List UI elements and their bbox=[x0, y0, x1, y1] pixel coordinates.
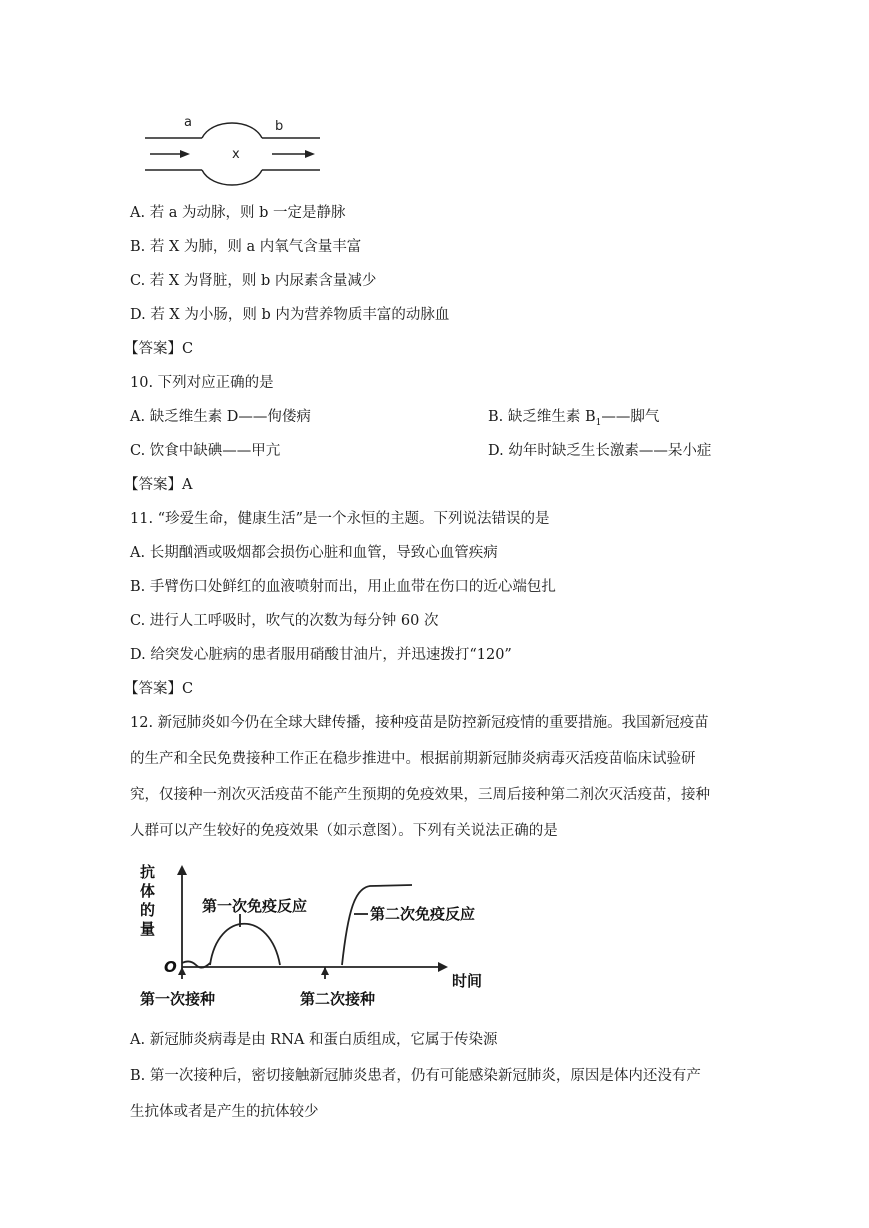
q9-option-a: A. 若 a 为动脉，则 b 一定是静脉 bbox=[130, 205, 346, 221]
q12-stem-line-4: 人群可以产生较好的免疫效果（如示意图）。下列有关说法正确的是 bbox=[130, 823, 558, 839]
q11-option-a: A. 长期酗酒或吸烟都会损伤心脏和血管，导致心血管疾病 bbox=[130, 545, 498, 561]
second-response-curve bbox=[342, 885, 412, 965]
q10-option-c: C. 饮食中缺碘——甲亢 bbox=[130, 443, 281, 459]
q11-stem: 11. “珍爱生命，健康生活”是一个永恒的主题。下列说法错误的是 bbox=[130, 511, 550, 527]
y-label-3: 的 bbox=[140, 901, 156, 919]
q12-stem-line-2: 的生产和全民免费接种工作正在稳步推进中。根据前期新冠肺炎病毒灭活疫苗临床试验研 bbox=[130, 751, 696, 767]
q10-option-b-suffix: ——脚气 bbox=[601, 409, 660, 425]
first-response-curve bbox=[210, 924, 280, 965]
y-label-4: 量 bbox=[140, 920, 156, 938]
second-response-label: 第二次免疫反应 bbox=[370, 905, 476, 923]
q9-option-c: C. 若 X 为肾脏，则 b 内尿素含量减少 bbox=[130, 273, 377, 289]
q10-option-b-subscript: 1 bbox=[595, 417, 602, 428]
q11-option-b: B. 手臂伤口处鲜红的血液喷射而出，用止血带在伤口的近心端包扎 bbox=[130, 579, 556, 595]
q12-stem-line-1: 12. 新冠肺炎如今仍在全球大肆传播，接种疫苗是防控新冠疫情的重要措施。我国新冠疫苗 bbox=[130, 715, 709, 731]
q11-option-c: C. 进行人工呼吸时，吹气的次数为每分钟 60 次 bbox=[130, 613, 439, 629]
q10-option-d: D. 幼年时缺乏生长激素——呆小症 bbox=[488, 443, 712, 459]
q10-option-b bbox=[488, 407, 659, 433]
q10-option-a: A. 缺乏维生素 D——佝偻病 bbox=[130, 409, 311, 425]
q9-option-d: D. 若 X 为小肠，则 b 内为营养物质丰富的动脉血 bbox=[130, 307, 450, 323]
q10-answer: 【答案】A bbox=[124, 477, 193, 493]
second-dose-label: 第二次接种 bbox=[300, 990, 376, 1008]
origin-label: O bbox=[164, 958, 177, 976]
q10-option-b-text: B. 缺乏维生素 B bbox=[488, 409, 596, 425]
x-axis-label: 时间 bbox=[452, 972, 483, 990]
q11-option-d: D. 给突发心脏病的患者服用硝酸甘油片，并迅速拨打“120” bbox=[130, 647, 512, 663]
q12-stem-line-3: 究，仅接种一剂次灭活疫苗不能产生预期的免疫效果，三周后接种第二剂次灭活疫苗，接种 bbox=[130, 787, 710, 803]
label-x: x bbox=[232, 147, 240, 162]
antibody-response-diagram bbox=[130, 855, 510, 1015]
q9-option-b: B. 若 X 为肺，则 a 内氧气含量丰富 bbox=[130, 239, 362, 255]
first-response-label: 第一次免疫反应 bbox=[202, 897, 308, 915]
label-a: a bbox=[184, 115, 192, 130]
q12-option-b: B. 第一次接种后，密切接触新冠肺炎患者，仍有可能感染新冠肺炎，原因是体内还没有产 bbox=[130, 1068, 701, 1084]
first-dose-label: 第一次接种 bbox=[140, 990, 216, 1008]
q9-answer: 【答案】C bbox=[124, 341, 194, 357]
q10-stem: 10. 下列对应正确的是 bbox=[130, 375, 274, 391]
q11-answer: 【答案】C bbox=[124, 681, 194, 697]
y-label-1: 抗 bbox=[140, 863, 156, 881]
vessel-diagram bbox=[140, 108, 330, 188]
q12-option-b-continued: 生抗体或者是产生的抗体较少 bbox=[130, 1104, 319, 1120]
label-b: b bbox=[275, 119, 284, 134]
q12-option-a: A. 新冠肺炎病毒是由 RNA 和蛋白质组成，它属于传染源 bbox=[130, 1032, 498, 1048]
y-label-2: 体 bbox=[140, 882, 156, 900]
